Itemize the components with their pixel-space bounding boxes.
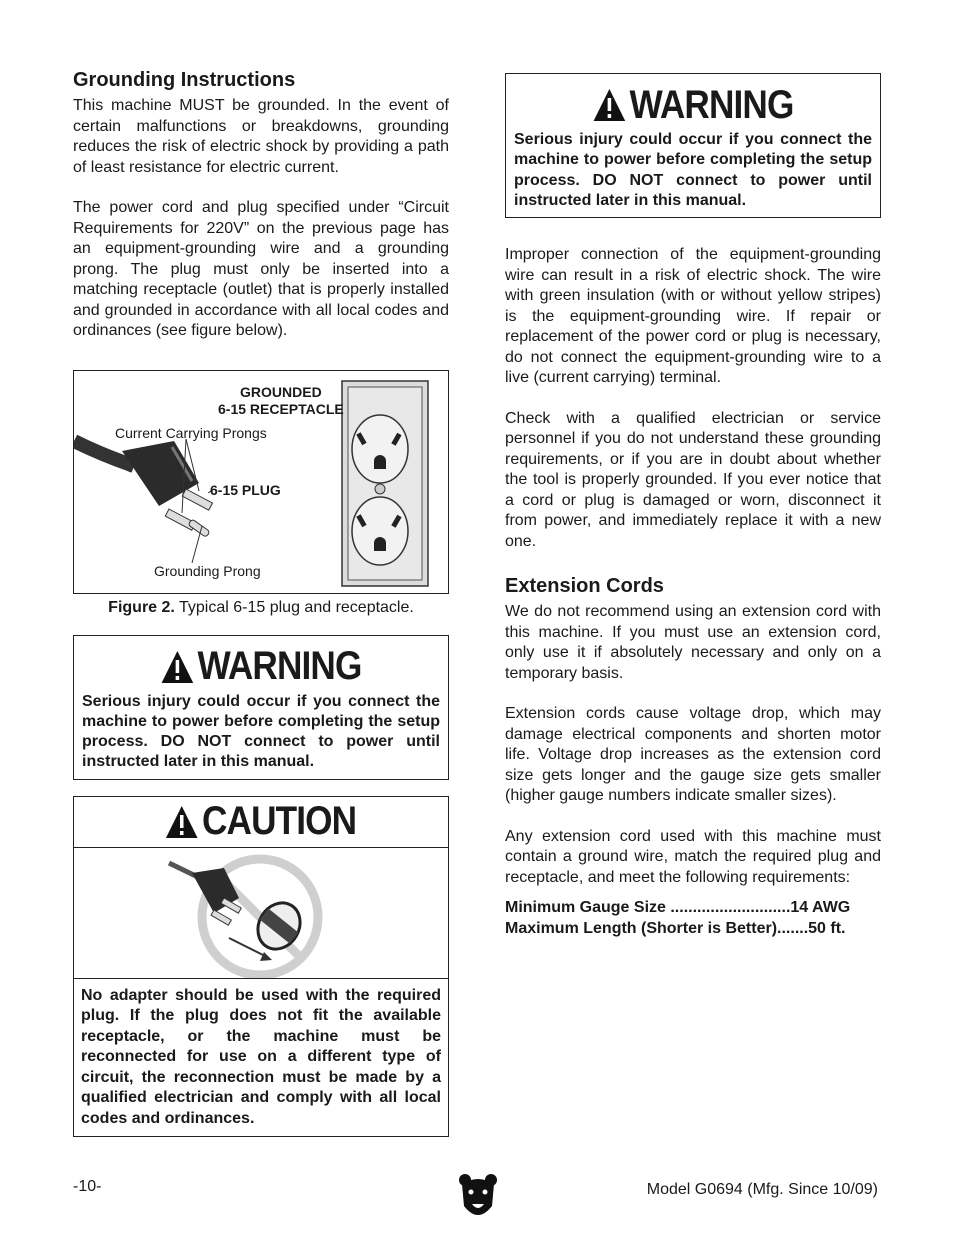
grounding-para-1: This machine MUST be grounded. In the event of certain malfunctions or breakdowns, grounding reduces the risk of electric shock by providing a path of least resistance for electric current. [73, 97, 449, 176]
page-number: -10- [73, 1178, 102, 1195]
grounding-para-2: The power cord and plug specified under “Circuit Requirements for 220V” on the previous page has an equipment-grounding wire and a grounding prong. The plug must only be inserted into a matching receptacle (outlet) that is properly installed and grounded in accordance with all local codes and ordinances (see figure below). [73, 199, 449, 339]
caution-title [165, 797, 356, 847]
extension-specs [505, 898, 881, 939]
extension-heading: Extension Cords [505, 575, 664, 598]
caution-box [73, 796, 449, 1138]
figure-plug-receptacle [73, 370, 449, 594]
warning-title-left [103, 642, 418, 692]
figure-caption-number: Figure 2. [108, 598, 175, 616]
right-column [505, 73, 881, 939]
plug-label: 6-15 PLUG [210, 481, 281, 498]
warning-title-text-left: WARNING [197, 644, 362, 688]
figure-caption-text: Typical 6-15 plug and receptacle. [174, 598, 414, 616]
extension-para-2: Extension cords cause voltage drop, which may damage electrical components and shorten motor life. Voltage drop increases as the extension cord size gets longer and the gauge size gets smaller (higher gauge numbers indicate smaller sizes). [505, 705, 881, 805]
grounding-prong-label: Grounding Prong [154, 562, 261, 579]
spec-min-gauge: Minimum Gauge Size ...........................14 AWG [505, 899, 851, 917]
caution-triangle-icon [165, 805, 198, 839]
caution-header [74, 797, 448, 848]
grounding-heading: Grounding Instructions [73, 69, 296, 91]
receptacle-label [218, 384, 344, 418]
no-adapter-icon [74, 848, 448, 978]
left-column [73, 68, 449, 1137]
receptacle-label-line-2: 6-15 RECEPTACLE [218, 400, 344, 417]
model-info: Model G0694 (Mfg. Since 10/09) [646, 1181, 878, 1198]
no-adapter-illustration [74, 848, 448, 979]
warning-title-text-right: WARNING [629, 82, 794, 127]
spec-max-length: Maximum Length (Shorter is Better).......50 ft. [505, 919, 846, 937]
bear-logo-icon [458, 1172, 498, 1227]
right-para-1: Improper connection of the equipment-grounding wire can result in a risk of electric shock. The wire with green insulation (with or without yellow stripes) is the equipment-grounding wire. If repair or replacement of the power cord or plug is necessary, do not connect the equipment-grounding wire to a live (current carrying) terminal. [505, 246, 881, 387]
warning-text-left: Serious injury could occur if you connect the machine to power before completing the setup process. DO NOT connect to power until instructed later in this manual. [82, 692, 440, 771]
figure-caption [73, 599, 449, 617]
warning-title-right [535, 80, 850, 130]
receptacle-label-line-1: GROUNDED [240, 383, 322, 400]
warning-triangle-icon [593, 88, 626, 122]
warning-triangle-icon [161, 650, 194, 684]
extension-para-3: Any extension cord used with this machine must contain a ground wire, match the required plug and receptacle, and meet the following requirements: [505, 827, 881, 886]
current-prongs-label: Current Carrying Prongs [115, 424, 267, 441]
right-para-2: Check with a qualified electrician or service personnel if you do not understand these grounding requirements, or if you are in doubt about whether the tool is properly grounded. If you ever notice that a cord or plug is damaged or worn, disconnect it from power, and immediately replace it with a new one. [505, 409, 881, 550]
warning-box-left [73, 635, 449, 780]
warning-text-right: Serious injury could occur if you connect the machine to power before completing the setup process. DO NOT connect to power until instructed later in this manual. [514, 131, 872, 209]
caution-title-text: CAUTION [202, 799, 357, 844]
extension-para-1: We do not recommend using an extension cord with this machine. If you must use an extension cord, only use it if absolutely necessary and only on a temporary basis. [505, 603, 881, 682]
caution-text: No adapter should be used with the required plug. If the plug does not fit the available receptacle, or the machine must be reconnected for use on a different type of circuit, the reconnection must be made by a qualified electrician and comply with all local codes and ordinances. [81, 986, 441, 1127]
warning-box-right [505, 73, 881, 218]
